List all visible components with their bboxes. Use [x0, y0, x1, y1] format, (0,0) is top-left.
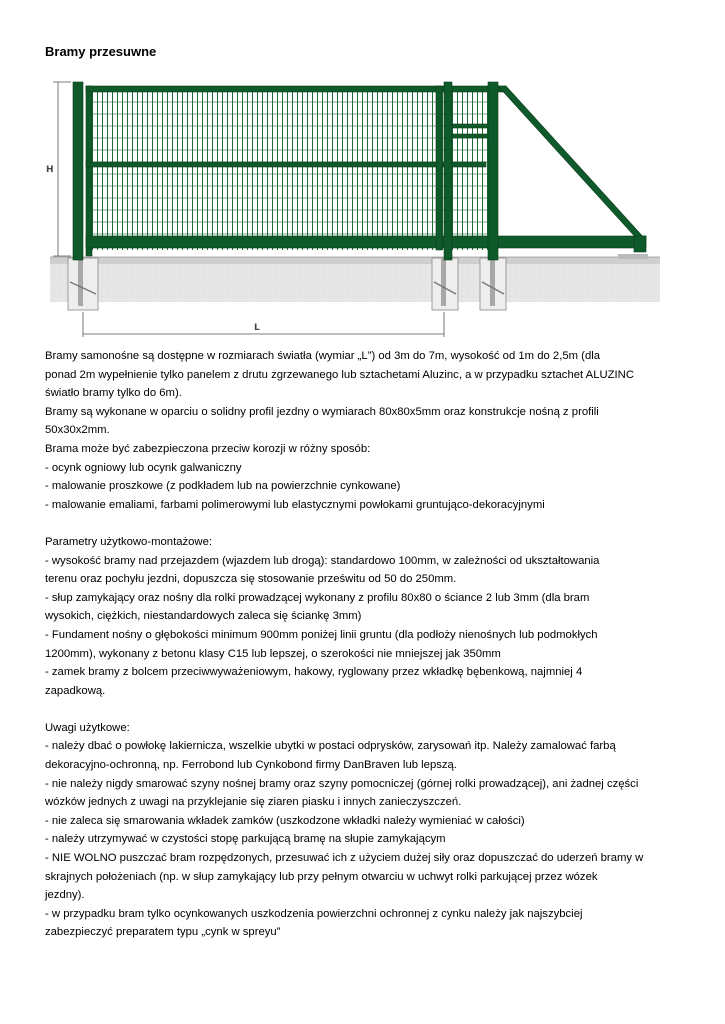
- body-line: Bramy samonośne są dostępne w rozmiarach światła (wymiar „L”) od 3m do 7m, wysokość od 1m do 2,5m (dla: [45, 350, 601, 362]
- height-dimension: [53, 82, 71, 256]
- body-line: 50x30x2mm.: [45, 424, 110, 437]
- body-line: - w przypadku bram tylko ocynkowanych uszkodzenia powierzchni ochronnej z cynku należy jak najszybciej: [45, 907, 583, 920]
- body-line: - malowanie proszkowe (z podkładem lub na powierzchnie cynkowane): [45, 480, 401, 493]
- body-line: zabezpieczyć preparatem typu „cynk w spreyu”: [45, 926, 281, 939]
- body-line: - należy utrzymywać w czystości stopę parkującą bramę na słupie zamykającym: [45, 833, 446, 846]
- height-label: H: [46, 165, 54, 175]
- body-line: - należy dbać o powłokę lakiernicza, wszelkie ubytki w postaci odprysków, zarysowań itp. Należy zamalować farbą: [45, 740, 616, 753]
- body-line: światło bramy tylko do 6m).: [45, 387, 182, 400]
- document-title: Bramy przesuwne: [45, 44, 157, 59]
- body-line: wysokich, ciężkich, niestandardowych zaleca się ściankę 3mm): [45, 610, 362, 623]
- length-label: L: [254, 323, 260, 333]
- body-line: - NIE WOLNO puszczać bram rozpędzonych, przesuwać ich z użyciem dużej siły oraz dopuszczać do uderzeń bramy w: [45, 852, 644, 865]
- section-heading: Parametry użytkowo-montażowe:: [45, 535, 213, 548]
- body-line: - zamek bramy z bolcem przeciwwyważeniowym, hakowy, ryglowany przez wkładkę bębenkową, najmniej 4: [45, 666, 583, 679]
- ground-strip: [50, 257, 660, 302]
- body-line: - malowanie emaliami, farbami polimerowymi lub elastycznymi powłokami gruntująco-dekoracyjnymi: [45, 498, 545, 511]
- body-line: - wysokość bramy nad przejazdem (wjazdem lub drogą): standardowo 100mm, w zależności od ukształtowania: [45, 554, 600, 567]
- body-line: terenu oraz pochyłu jezdni, dopuszcza się stosowanie prześwitu od 50 do 250mm.: [45, 573, 457, 586]
- body-line: 1200mm), wykonany z betonu klasy C15 lub lepszej, o szerokości nie mniejszej jak 350mm: [45, 647, 501, 660]
- section-heading: Uwagi użytkowe:: [45, 721, 130, 734]
- body-line: dekoracyjno-ochronną, np. Ferrobond lub Cynkobond firmy DanBraven lub lepszą.: [45, 759, 457, 772]
- body-line: - nie zaleca się smarowania wkładek zamków (uszkodzone wkładki należy wymieniać w całości): [45, 814, 525, 827]
- length-dimension: [83, 312, 444, 337]
- body-line: - Fundament nośny o głębokości minimum 900mm poniżej linii gruntu (dla podłoży nienośnych lub podmokłych: [45, 628, 598, 641]
- body-line: zapadkową.: [45, 684, 106, 697]
- foundation-left: [68, 258, 98, 310]
- body-line: ponad 2m wypełnienie tylko panelem z drutu zgrzewanego lub sztachetami Aluzinc, a w przypadku sztachet ALUZINC: [45, 368, 634, 381]
- body-line: jezdny).: [45, 889, 85, 902]
- body-line: - ocynk ogniowy lub ocynk galwaniczny: [45, 461, 242, 474]
- paragraph-parameters: [45, 533, 685, 700]
- sliding-gate-diagram: [40, 72, 680, 344]
- body-line: - nie należy nigdy smarować szyny nośnej bramy oraz szyny pomocniczej (górnej rolki prowadzącej), ani żadnej części: [45, 777, 639, 790]
- document-body: [45, 347, 685, 942]
- body-line: skrajnych położeniach (np. w słup zamykający lub przy pełnym otwarciu w uchwyt rolki parkującej przez wózek: [45, 870, 598, 883]
- body-line: wózków jednych z uwagi na przyklejanie się ziaren piasku i innych zanieczyszczeń.: [45, 796, 462, 809]
- mesh-panel: [88, 90, 488, 250]
- paragraph-description: [45, 347, 685, 514]
- body-line: - słup zamykający oraz nośny dla rolki prowadzącej wykonany z profilu 80x80 o ściance 2 lub 3mm (dla bram: [45, 591, 590, 604]
- body-line: Bramy są wykonane w oparciu o solidny profil jezdny o wymiarach 80x80x5mm oraz konstrukcje nośną z profili: [45, 405, 599, 418]
- paragraph-usage-notes: [45, 719, 685, 942]
- body-line: Brama może być zabezpieczona przeciw korozji w różny sposób:: [45, 442, 371, 455]
